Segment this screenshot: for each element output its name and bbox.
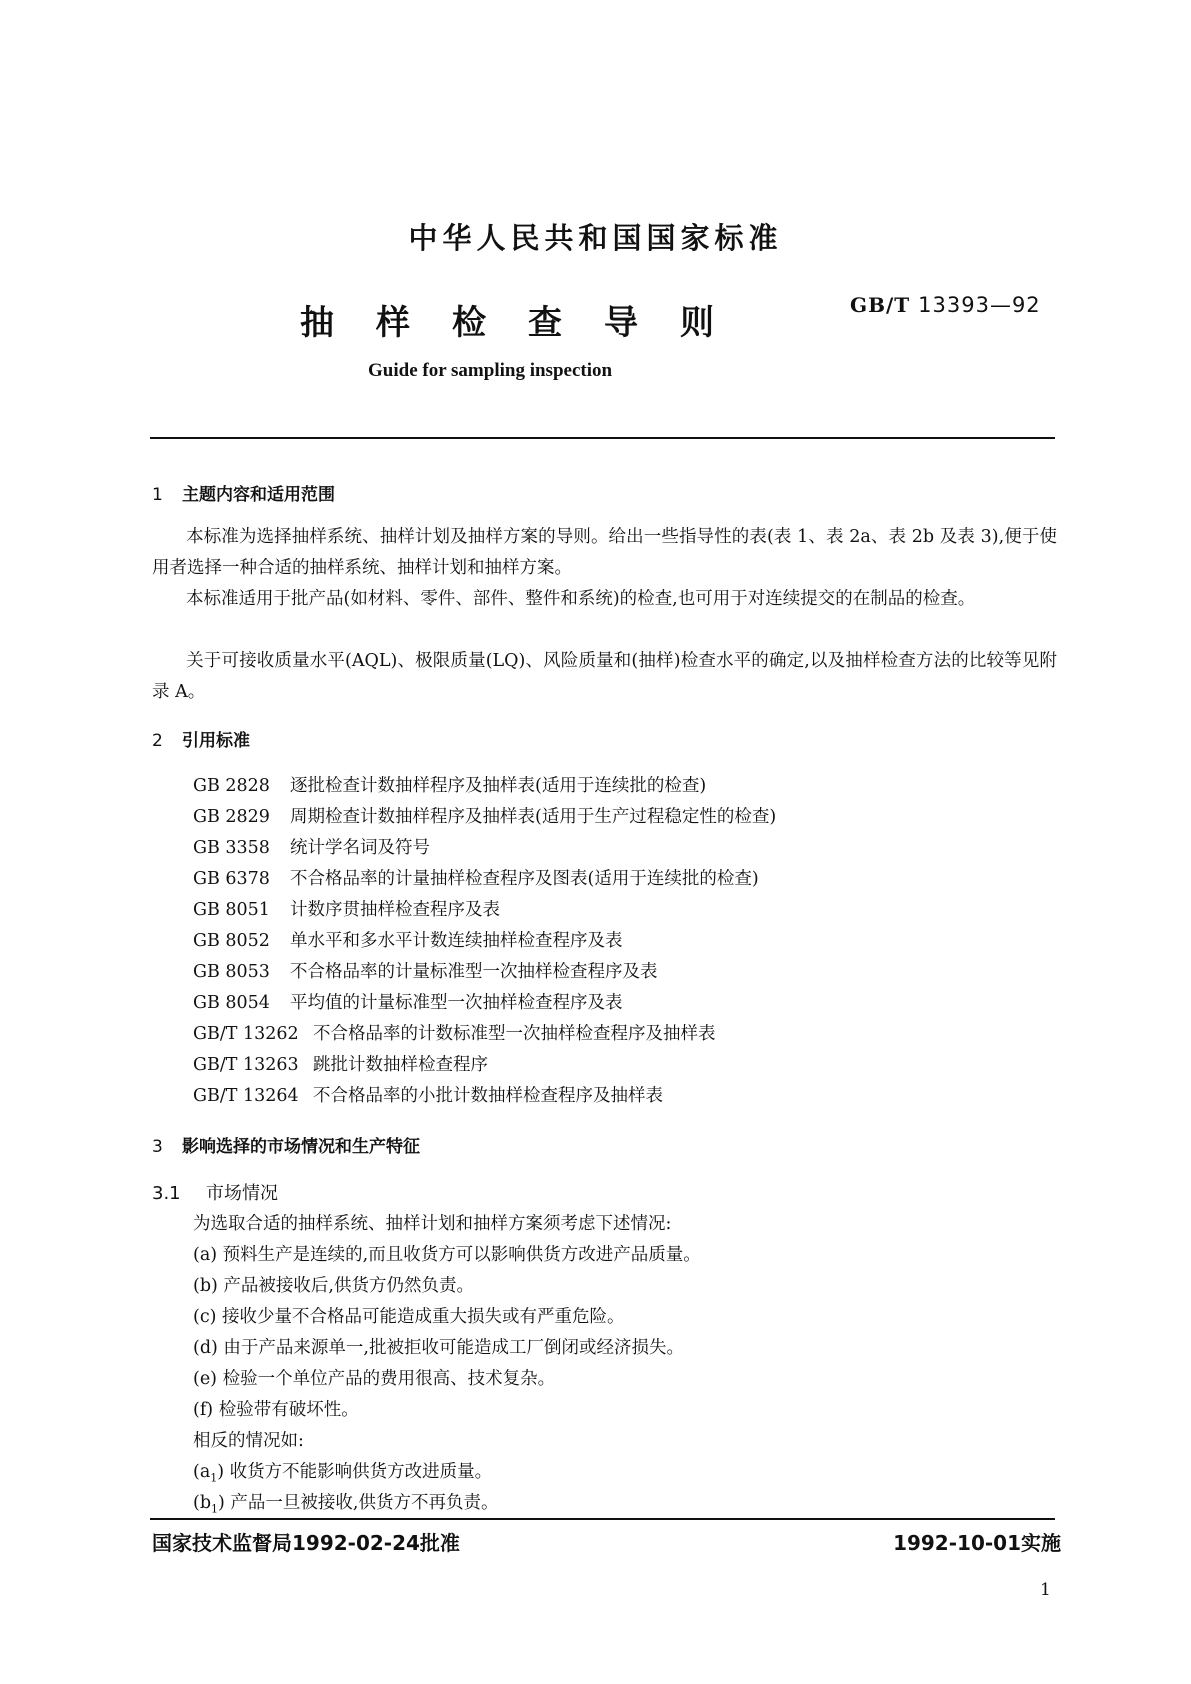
list-item: $(b_1)$ 产品一旦被接收,供货方不再负责。 <box>193 1493 499 1516</box>
section-number: 2 <box>152 731 163 751</box>
section-2-heading <box>152 726 250 751</box>
section-1-paragraph-2: 本标准适用于批产品(如材料、零件、部件、整件和系统)的检查,也可用于对连续提交的在制品的检查。 <box>186 589 976 609</box>
document-title-en: Guide for sampling inspection <box>368 360 613 381</box>
page-number: 1 <box>1040 1580 1051 1600</box>
document-title-cn: 抽样检查导则 <box>300 303 756 343</box>
reference-item: GB 2829 周期检查计数抽样程序及抽样表(适用于生产过程稳定性的检查) <box>193 807 777 827</box>
reference-item: GB/T 13263 跳批计数抽样检查程序 <box>193 1055 488 1075</box>
list-item: (a) 预料生产是连续的,而且收货方可以影响供货方改进产品质量。 <box>193 1245 701 1265</box>
reference-item: GB/T 13264 不合格品率的小批计数抽样检查程序及抽样表 <box>193 1086 663 1106</box>
reference-item: GB 8051 计数序贯抽样检查程序及表 <box>193 900 500 920</box>
reference-item: GB 8053 不合格品率的计量标准型一次抽样检查程序及表 <box>193 962 658 982</box>
subsection-3-1-heading: 3.1 市场情况 <box>152 1183 278 1204</box>
list-item: (d) 由于产品来源单一,批被拒收可能造成工厂倒闭或经济损失。 <box>193 1338 684 1358</box>
section-1-paragraph-3: 关于可接收质量水平(AQL)、极限质量(LQ)、风险质量和(抽样)检查水平的确定,以及抽样检查方法的比较等见附录 A。 <box>152 651 1057 702</box>
footer-divider <box>150 1518 1055 1520</box>
section-title: 引用标准 <box>182 731 250 751</box>
section-1-paragraph-1: 本标准为选择抽样系统、抽样计划及抽样方案的导则。给出一些指导性的表(表 1、表 2a、表 2b 及表 3),便于使用者选择一种合适的抽样系统、抽样计划和抽样方案。 <box>152 527 1057 578</box>
header-divider <box>150 437 1055 439</box>
reference-item: GB 8052 单水平和多水平计数连续抽样检查程序及表 <box>193 931 623 951</box>
national-standard-heading: 中华人民共和国国家标准 <box>408 221 783 255</box>
reference-item: GB 3358 统计学名词及符号 <box>193 838 430 858</box>
section-3-heading <box>152 1132 420 1157</box>
section-title: 主题内容和适用范围 <box>182 485 335 505</box>
reference-item: GB 6378 不合格品率的计量抽样检查程序及图表(适用于连续批的检查) <box>193 869 759 889</box>
standard-code: 13393—92 <box>918 293 1041 317</box>
section-title: 影响选择的市场情况和生产特征 <box>182 1137 420 1157</box>
list-item: (e) 检验一个单位产品的费用很高、技术复杂。 <box>193 1369 556 1389</box>
reference-item: GB 2828 逐批检查计数抽样程序及抽样表(适用于连续批的检查) <box>193 776 707 796</box>
list-item: (b) 产品被接收后,供货方仍然负责。 <box>193 1276 474 1296</box>
standard-number <box>850 293 1041 317</box>
contrary-intro: 相反的情况如: <box>193 1431 304 1451</box>
approval-date: 国家技术监督局1992-02-24批准 <box>152 1531 460 1555</box>
section-number: 3 <box>152 1137 163 1157</box>
reference-item: GB 8054 平均值的计量标准型一次抽样检查程序及表 <box>193 993 623 1013</box>
list-item: (c) 接收少量不合格品可能造成重大损失或有严重危险。 <box>193 1307 625 1327</box>
implementation-date: 1992-10-01实施 <box>893 1531 1061 1555</box>
list-item: $(a_1)$ 收货方不能影响供货方改进质量。 <box>193 1462 493 1485</box>
section-number: 1 <box>152 485 163 505</box>
section-1-heading <box>152 480 335 505</box>
standard-prefix: GB/T <box>850 293 911 317</box>
reference-item: GB/T 13262 不合格品率的计数标准型一次抽样检查程序及抽样表 <box>193 1024 716 1044</box>
list-item: (f) 检验带有破坏性。 <box>193 1400 359 1420</box>
subsection-intro: 为选取合适的抽样系统、抽样计划和抽样方案须考虑下述情况: <box>193 1214 672 1234</box>
